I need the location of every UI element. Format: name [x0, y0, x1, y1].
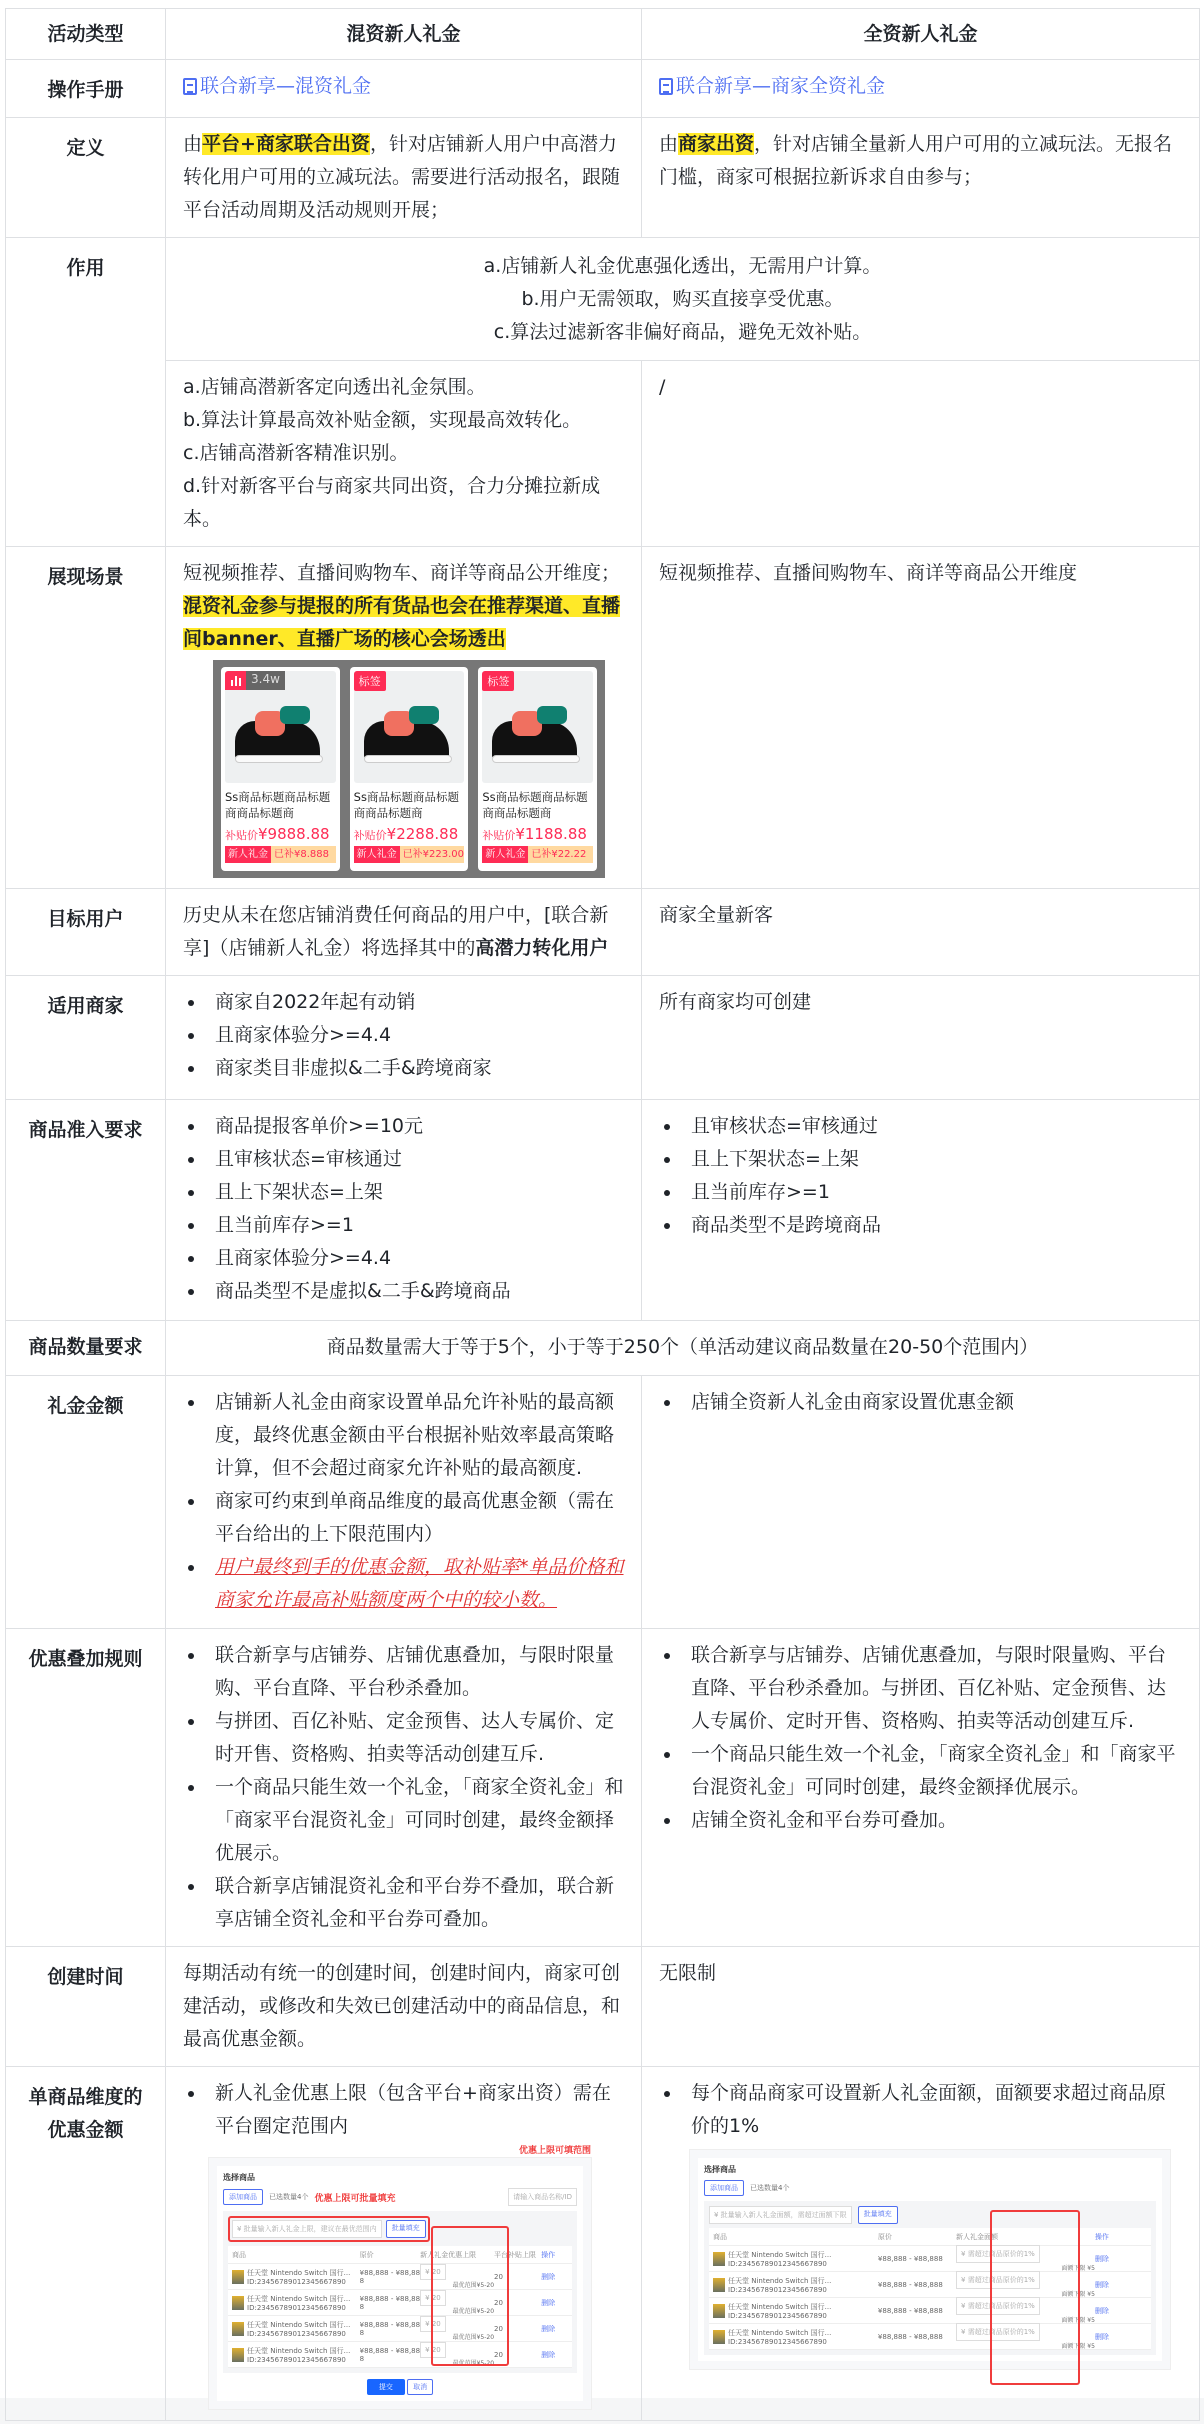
header-mixed: 混资新人礼金: [166, 9, 642, 60]
admission-row: [6, 1100, 1200, 1321]
product-card[interactable]: [221, 667, 340, 871]
gift-badge: [354, 846, 465, 863]
list-item: 每个商品商家可设置新人礼金面额，面额要求超过商品原价的1%: [659, 2077, 1182, 2143]
gift-label: 新人礼金: [354, 846, 400, 863]
target-mixed: [166, 889, 642, 976]
function-full: /: [642, 361, 1200, 547]
amount-range: 面额下限 ¥5: [1061, 2291, 1095, 2298]
add-product-button[interactable]: 添加商品: [704, 2180, 744, 2196]
target-row: [6, 889, 1200, 976]
product-name: 任天堂 Nintendo Switch 国行...: [247, 2320, 351, 2329]
product-cell: [232, 2320, 360, 2338]
list-item: 与拼团、百亿补贴、定金预售、达人专属价、定时开售、资格购、拍卖等活动创建互斥.: [183, 1705, 624, 1771]
list-item: 且当前库存>=1: [659, 1176, 1182, 1209]
cancel-button[interactable]: 取消: [407, 2379, 433, 2395]
document-icon: [183, 78, 197, 95]
function-item: b.用户无需领取，购买直接享受优惠。: [521, 288, 844, 310]
scene-row: [6, 547, 1200, 889]
batch-input[interactable]: ¥ 批量输入新人礼金上限，建议在最优范围内: [232, 2220, 382, 2238]
text: ，针对店铺全量新人用户可用的立减玩法。无报名门槛，商家可根据拉新诉求自由参与；: [659, 133, 1173, 188]
list-item: 商品类型不是跨境商品: [659, 1209, 1182, 1242]
column-header: 原价: [877, 2232, 892, 2241]
list-item: 联合新享与店铺券、店铺优惠叠加，与限时限量购、平台直降、平台秒杀叠加。: [183, 1639, 624, 1705]
header-activity-type: 活动类型: [6, 9, 166, 60]
product-tag: 标签: [482, 671, 514, 691]
delete-link[interactable]: 删除: [541, 2272, 556, 2281]
stacking-row: [6, 1629, 1200, 1947]
grid-row: [709, 2324, 1151, 2350]
header-row: [6, 9, 1200, 60]
header-full: 全资新人礼金: [642, 9, 1200, 60]
grid-row: [228, 2316, 572, 2342]
original-price: ¥88,888 - ¥88,888: [877, 2254, 943, 2263]
list-item: 商家类目非虚拟&二手&跨境商家: [183, 1052, 624, 1085]
product-id: ID:23456789012345667890: [247, 2303, 346, 2312]
platform-limit: 20: [494, 2324, 503, 2333]
highlight-box: [431, 2226, 509, 2366]
product-price: [482, 825, 593, 843]
product-id: ID:23456789012345667890: [728, 2285, 827, 2294]
grid-row: [228, 2264, 572, 2290]
definition-full: [642, 118, 1200, 238]
product-tag: 标签: [354, 671, 386, 691]
text: 短视频推荐、直播间购物车、商详等商品公开维度；: [183, 562, 621, 584]
column-header: 新人礼金面额: [956, 2232, 999, 2241]
list-item: 新人礼金优惠上限（包含平台+商家出资）需在平台圈定范围内: [183, 2077, 624, 2143]
grid-row: [709, 2298, 1151, 2324]
product-name: 任天堂 Nintendo Switch 国行...: [728, 2250, 832, 2259]
per-item-mixed: [166, 2067, 642, 2421]
product-thumbnail: [232, 2348, 244, 2362]
column-header: 新人礼金优惠上限: [420, 2250, 477, 2259]
list-item: 商品类型不是虚拟&二手&跨境商品: [183, 1275, 624, 1308]
amount-input[interactable]: ¥ 需超过商品原价的1%: [956, 2245, 1040, 2263]
merchant-mixed: [166, 976, 642, 1100]
product-cell: [232, 2346, 360, 2364]
row-label: 展现场景: [6, 547, 166, 889]
list-item: 店铺新人礼金由商家设置单品允许补贴的最高额度，最终优惠金额由平台根据补贴效率最高策略计算，但不会超过商家允许补贴的最高额度.: [183, 1386, 624, 1485]
function-item: c.店铺高潜新客精准识别。: [183, 442, 409, 464]
product-id: ID:23456789012345667890: [247, 2355, 346, 2364]
function-common: [166, 238, 1200, 361]
list-item: 且上下架状态=上架: [659, 1143, 1182, 1176]
quantity-text: 商品数量需大于等于5个，小于等于250个（单活动建议商品数量在20-50个范围内）: [166, 1321, 1200, 1376]
scene-mixed: [166, 547, 642, 889]
text: 由: [659, 133, 679, 155]
list-item: 联合新享店铺混资礼金和平台券不叠加，联合新享店铺全资礼金和平台券可叠加。: [183, 1870, 624, 1936]
price-label: 补贴价: [225, 829, 258, 842]
product-thumbnail: [713, 2330, 725, 2344]
function-item: c.算法过滤新客非偏好商品，避免无效补贴。: [493, 321, 872, 343]
product-thumbnail: [713, 2278, 725, 2292]
batch-fill-button[interactable]: 批量填充: [386, 2220, 426, 2238]
view-count-badge: [225, 671, 285, 690]
left-screenshot: [208, 2146, 592, 2410]
platform-limit: 20: [494, 2350, 503, 2359]
original-price: ¥88,888 - ¥88,888: [877, 2332, 943, 2341]
list-item: 商家可约束到单商品维度的最高优惠金额（需在平台给出的上下限范围内）: [183, 1485, 624, 1551]
selected-count: 已选数量4个: [750, 2184, 790, 2192]
product-id: ID:23456789012345667890: [728, 2311, 827, 2320]
admission-full: [642, 1100, 1200, 1321]
product-title: Ss商品标题商品标题商商品标题商: [353, 790, 459, 820]
product-name: 任天堂 Nintendo Switch 国行...: [247, 2268, 351, 2277]
right-screenshot: [689, 2149, 1171, 2370]
original-price: ¥88,888 - ¥88,888: [359, 2320, 421, 2337]
amount-input[interactable]: ¥ 20: [420, 2264, 446, 2280]
list-item: 联合新享与店铺券、店铺优惠叠加，与限时限量购、平台直降、平台秒杀叠加。与拼团、百亿补贴、定金预售、达人专属价、定时开售、资格购、拍卖等活动创建互斥.: [659, 1639, 1182, 1738]
bar-chart-icon: [225, 671, 246, 690]
amount-range: 面额下限 ¥5: [1061, 2317, 1095, 2324]
list-item: 商品提报客单价>=10元: [183, 1110, 624, 1143]
list-item: 商家自2022年起有动销: [183, 986, 624, 1019]
list-item-emphasis: 用户最终到手的优惠金额，取补贴率*单品价格和商家允许最高补贴额度两个中的较小数。: [183, 1551, 624, 1617]
list-item: 店铺全资新人礼金由商家设置优惠金额: [659, 1386, 1182, 1419]
product-id: ID:23456789012345667890: [247, 2329, 346, 2338]
gift-badge: [482, 846, 593, 863]
grid-row: [709, 2272, 1151, 2298]
list-item: 且审核状态=审核通过: [183, 1143, 624, 1176]
price-value: ¥9888.88: [258, 825, 330, 843]
product-name: 任天堂 Nintendo Switch 国行...: [728, 2328, 832, 2337]
product-cell: [232, 2294, 360, 2312]
merchant-full: 所有商家均可创建: [642, 976, 1200, 1100]
highlight-text: 平台+商家联合出资: [202, 133, 370, 155]
product-info: [247, 2320, 350, 2338]
shoe-shape: [492, 755, 580, 763]
amount-full: [642, 1376, 1200, 1629]
row-label: 商品准入要求: [6, 1100, 166, 1321]
product-info: [728, 2250, 831, 2268]
amount-input[interactable]: ¥ 20: [420, 2316, 446, 2332]
merchant-row: [6, 976, 1200, 1100]
shot-title: 选择商品: [223, 2173, 255, 2182]
subsidy-amount: 已补¥22.22: [528, 846, 593, 863]
row-label: 目标用户: [6, 889, 166, 976]
list-item: 店铺全资礼金和平台券可叠加。: [659, 1804, 1182, 1837]
delete-link[interactable]: 删除: [541, 2324, 556, 2333]
list-item: 且当前库存>=1: [183, 1209, 624, 1242]
product-card[interactable]: [350, 667, 469, 871]
function-item: a.店铺高潜新客定向透出礼金氛围。: [183, 376, 486, 398]
column-header: 商品: [713, 2232, 727, 2241]
product-cell: [713, 2302, 878, 2320]
platform-limit: 20: [494, 2272, 503, 2281]
definition-row: [6, 118, 1200, 238]
annotation-batch: 优惠上限可批量填充: [314, 2193, 396, 2204]
list-item: 且审核状态=审核通过: [659, 1110, 1182, 1143]
target-full: 商家全量新客: [642, 889, 1200, 976]
function-row: [6, 238, 1200, 361]
subsidy-amount: 已补¥223.00: [400, 846, 465, 863]
admission-mixed: [166, 1100, 642, 1321]
product-info: [247, 2268, 350, 2286]
function-item: b.算法计算最高效补贴金额，实现最高效转化。: [183, 409, 582, 431]
amount-range: 最优范围¥5-20: [452, 2308, 495, 2315]
list-item: 一个商品只能生效一个礼金，「商家全资礼金」和「商家平台混资礼金」可同时创建，最终金额择优展示。: [183, 1771, 624, 1870]
selected-count: 已选数量4个: [269, 2193, 309, 2201]
original-price: ¥88,888 - ¥88,888: [877, 2306, 943, 2315]
shoe-shape: [235, 755, 323, 763]
row-label: 优惠叠加规则: [6, 1629, 166, 1947]
original-price: ¥88,888 - ¥88,888: [877, 2280, 943, 2289]
product-cards-preview: [213, 660, 605, 878]
add-product-button[interactable]: 添加商品: [223, 2189, 263, 2205]
column-header: 操作: [541, 2250, 556, 2259]
link-text: 联合新享—商家全资礼金: [676, 75, 886, 97]
product-info: [728, 2276, 831, 2294]
create-time-mixed: 每期活动有统一的创建时间，创建时间内，商家可创建活动，或修改和失效已创建活动中的商品信息，和最高优惠金额。: [166, 1947, 642, 2067]
per-item-row: [6, 2067, 1200, 2421]
list-item: 且上下架状态=上架: [183, 1176, 624, 1209]
product-id: ID:23456789012345667890: [247, 2277, 346, 2286]
amount-range: 最优范围¥5-20: [452, 2282, 495, 2289]
product-info: [247, 2294, 350, 2312]
row-label: 礼金金额: [6, 1376, 166, 1629]
product-grid: [709, 2228, 1151, 2350]
amount-row: [6, 1376, 1200, 1629]
product-cell: [713, 2328, 878, 2346]
function-row-split: [6, 361, 1200, 547]
batch-input[interactable]: ¥ 批量输入新人礼金面额，需超过面额下限: [709, 2206, 852, 2224]
manual-row: [6, 60, 1200, 118]
function-mixed: [166, 361, 642, 547]
original-price: ¥88,888 - ¥88,888: [359, 2346, 421, 2363]
product-thumbnail: [232, 2322, 244, 2336]
product-image: [482, 671, 593, 783]
full-manual-link[interactable]: [659, 70, 885, 103]
gift-label: 新人礼金: [225, 846, 271, 863]
grid-row: [228, 2342, 572, 2368]
gift-label: 新人礼金: [482, 846, 528, 863]
create-time-row: [6, 1947, 1200, 2067]
row-label: 适用商家: [6, 976, 166, 1100]
row-label: 创建时间: [6, 1947, 166, 2067]
shot-title: 选择商品: [704, 2165, 736, 2174]
search-input[interactable]: 请输入商品名称/ID: [508, 2188, 577, 2206]
list-item: 一个商品只能生效一个礼金，「商家全资礼金」和「商家平台混资礼金」可同时创建，最终金额择优展示。: [659, 1738, 1182, 1804]
column-header: 平台补贴上限: [494, 2250, 537, 2259]
product-name: 任天堂 Nintendo Switch 国行...: [247, 2294, 351, 2303]
product-cell: [713, 2250, 878, 2268]
original-price: ¥88,888 - ¥88,888: [359, 2294, 421, 2311]
column-header: 原价: [359, 2250, 374, 2259]
text: 由: [183, 133, 203, 155]
amount-input[interactable]: ¥ 20: [420, 2342, 446, 2358]
product-thumbnail: [713, 2252, 725, 2266]
product-info: [728, 2328, 831, 2346]
annotation-range: 优惠上限可填范围: [518, 2146, 591, 2156]
price-label: 补贴价: [482, 829, 516, 842]
product-info: [728, 2302, 831, 2320]
grid-row: [228, 2290, 572, 2316]
list-item: 且商家体验分>=4.4: [183, 1019, 624, 1052]
original-price: ¥88,888 - ¥88,888: [359, 2268, 421, 2285]
highlight-text: 商家出资: [678, 133, 755, 155]
column-header: 操作: [1094, 2232, 1109, 2241]
product-image: [354, 671, 465, 783]
amount-input[interactable]: ¥ 需超过商品原价的1%: [956, 2323, 1040, 2341]
document-icon: [659, 78, 673, 95]
price-label: 补贴价: [353, 829, 387, 842]
platform-limit: 20: [494, 2298, 503, 2307]
delete-link[interactable]: 删除: [1094, 2280, 1109, 2289]
gift-badge: [225, 846, 336, 863]
delete-link[interactable]: 删除: [1094, 2254, 1109, 2263]
text: 历史从未在您店铺消费任何商品的用户中，[联合新享]（店铺新人礼金）将选择其中的: [183, 904, 609, 959]
subsidy-amount: 已补¥8.888: [271, 846, 336, 863]
product-price: [354, 825, 465, 843]
submit-button[interactable]: 提交: [367, 2379, 405, 2395]
definition-mixed: [166, 118, 642, 238]
product-title: Ss商品标题商品标题商商品标题商: [225, 790, 331, 820]
price-value: ¥1188.88: [515, 825, 587, 843]
view-count: 3.4w: [246, 671, 285, 690]
column-header: 商品: [232, 2250, 246, 2259]
per-item-full: [642, 2067, 1200, 2421]
amount-range: 最优范围¥5-20: [452, 2334, 495, 2341]
list-item: 且商家体验分>=4.4: [183, 1242, 624, 1275]
comparison-table: [5, 8, 1200, 2421]
amount-range: 面额下限 ¥5: [1061, 2343, 1095, 2350]
amount-mixed: [166, 1376, 642, 1629]
product-id: ID:23456789012345667890: [728, 2259, 827, 2268]
row-label: 商品数量要求: [6, 1321, 166, 1376]
grid-header: [709, 2228, 1151, 2246]
shoe-shape: [280, 706, 310, 724]
grid-header: [228, 2246, 572, 2264]
product-id: ID:23456789012345667890: [728, 2337, 827, 2346]
row-label: 定义: [6, 118, 166, 238]
amount-input[interactable]: ¥ 20: [420, 2290, 446, 2306]
product-cell: [232, 2268, 360, 2286]
amount-input[interactable]: ¥ 需超过商品原价的1%: [956, 2271, 1040, 2289]
function-item: a.店铺新人礼金优惠强化透出，无需用户计算。: [483, 255, 882, 277]
highlight-box: [990, 2210, 1080, 2385]
grid-row: [709, 2246, 1151, 2272]
product-name: 任天堂 Nintendo Switch 国行...: [728, 2276, 832, 2285]
product-name: 任天堂 Nintendo Switch 国行...: [728, 2302, 832, 2311]
delete-link[interactable]: 删除: [1094, 2332, 1109, 2341]
row-label: 单商品维度的优惠金额: [6, 2067, 166, 2421]
product-title: Ss商品标题商品标题商商品标题商: [482, 790, 588, 820]
product-price: [225, 825, 336, 843]
product-name: 任天堂 Nintendo Switch 国行...: [247, 2346, 351, 2355]
product-cell: [713, 2276, 878, 2294]
product-thumbnail: [232, 2270, 244, 2284]
quantity-row: [6, 1321, 1200, 1376]
amount-range: 面额下限 ¥5: [1061, 2265, 1095, 2272]
scene-full: 短视频推荐、直播间购物车、商详等商品公开维度: [642, 547, 1200, 889]
link-text: 联合新享—混资礼金: [200, 75, 372, 97]
stacking-full: [642, 1629, 1200, 1947]
product-grid: [228, 2246, 572, 2368]
delete-link[interactable]: 删除: [541, 2350, 556, 2359]
bold-text: 高潜力转化用户: [475, 937, 609, 959]
mixed-manual-link[interactable]: [183, 70, 371, 103]
product-image: [225, 671, 336, 783]
product-thumbnail: [713, 2304, 725, 2318]
create-time-full: 无限制: [642, 1947, 1200, 2067]
price-value: ¥2288.88: [386, 825, 459, 843]
highlight-text: 混资礼金参与提报的所有货品也会在推荐渠道、直播间banner、直播广场的核心会场透出: [183, 595, 621, 650]
amount-input[interactable]: ¥ 需超过商品原价的1%: [956, 2297, 1040, 2315]
shoe-shape: [364, 755, 452, 763]
delete-link[interactable]: 删除: [1094, 2306, 1109, 2315]
shoe-shape: [537, 706, 567, 724]
product-card[interactable]: [478, 667, 597, 871]
function-item: d.针对新客平台与商家共同出资，合力分摊拉新成本。: [183, 475, 601, 530]
stacking-mixed: [166, 1629, 642, 1947]
amount-range: 最优范围¥5-20: [452, 2360, 495, 2367]
text: ，针对店铺新人用户中高潜力转化用户可用的立减玩法。需要进行活动报名，跟随平台活动周期及活动规则开展；: [183, 133, 621, 221]
batch-fill-button[interactable]: 批量填充: [858, 2206, 898, 2224]
row-label: 操作手册: [6, 60, 166, 118]
delete-link[interactable]: 删除: [541, 2298, 556, 2307]
shoe-shape: [409, 706, 439, 724]
product-thumbnail: [232, 2296, 244, 2310]
product-info: [247, 2346, 350, 2364]
row-label: 作用: [6, 238, 166, 547]
